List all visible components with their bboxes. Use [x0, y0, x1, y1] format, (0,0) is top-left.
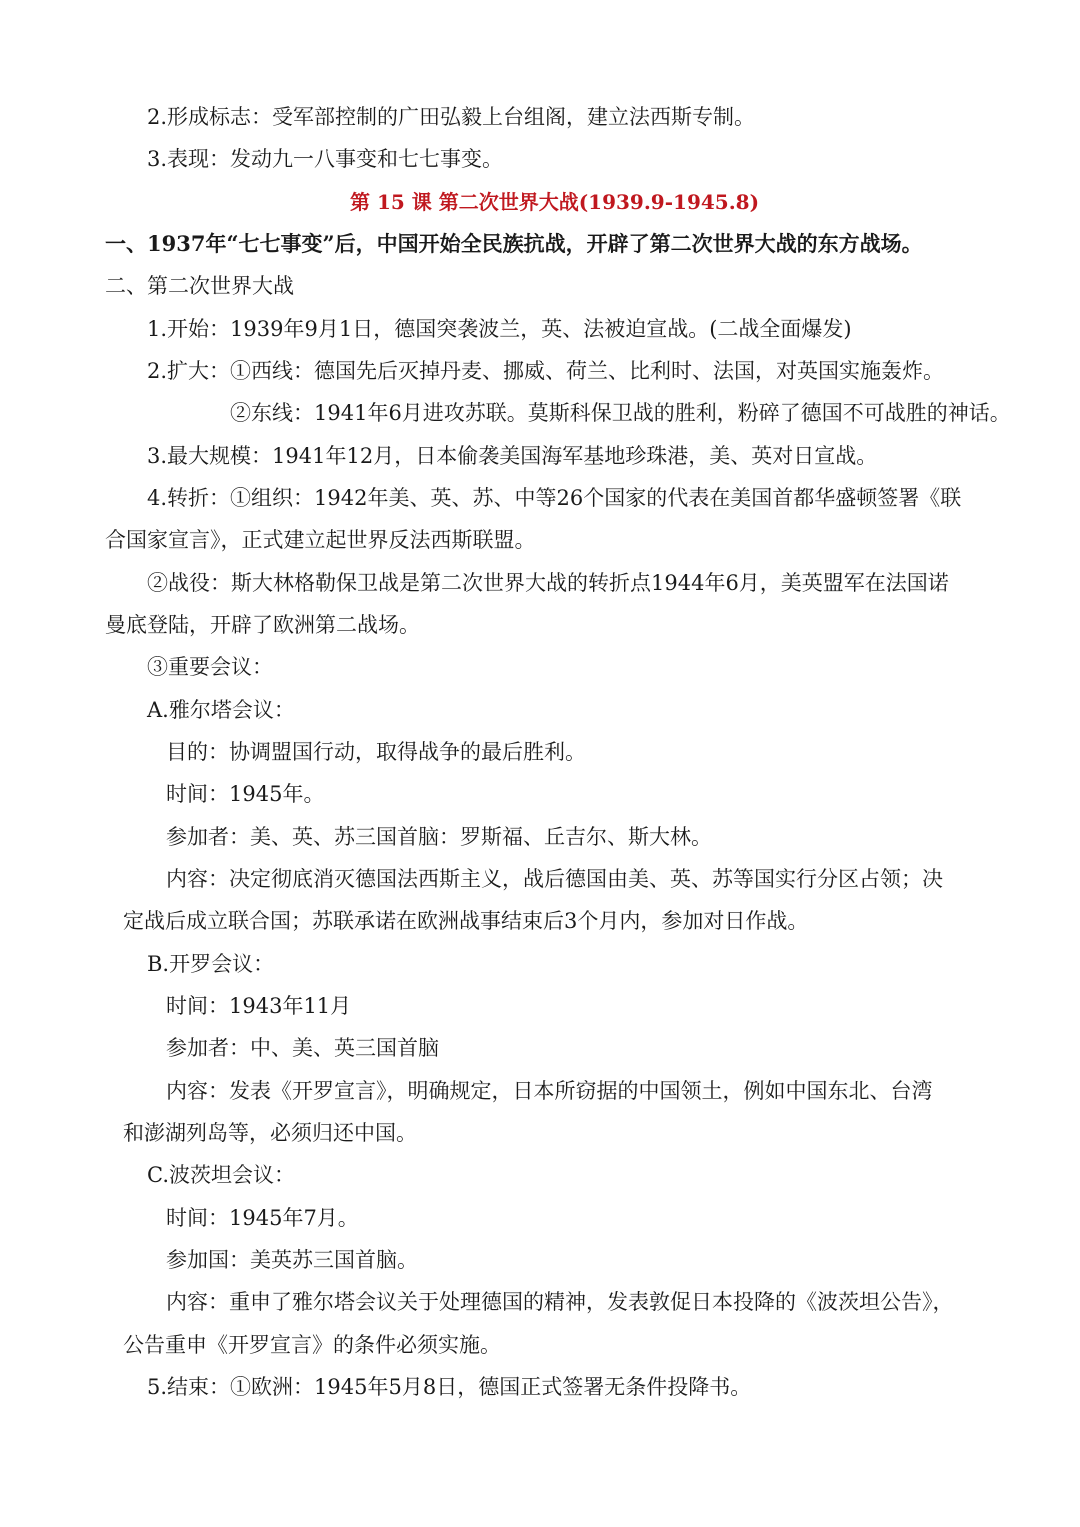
- text-line: ③重要会议：: [147, 655, 273, 679]
- text-line: 2.形成标志：受军部控制的广田弘毅上台组阁，建立法西斯专制。: [147, 105, 756, 129]
- text-line: 和澎湖列岛等，必须归还中国。: [123, 1121, 417, 1145]
- text-line: 参加国：美英苏三国首脑。: [166, 1248, 418, 1272]
- text-line: 4.转折：①组织：1942年美、英、苏、中等26个国家的代表在美国首都华盛顿签署《联: [147, 486, 962, 510]
- text-line: 内容：发表《开罗宣言》，明确规定，日本所窃据的中国领土，例如中国东北、台湾: [166, 1079, 933, 1103]
- text-line: 2.扩大：①西线：德国先后灭掉丹麦、挪威、荷兰、比利时、法国，对英国实施轰炸。: [147, 359, 945, 383]
- text-line: 公告重申《开罗宣言》的条件必须实施。: [123, 1333, 501, 1357]
- text-line: 定战后成立联合国；苏联承诺在欧洲战事结束后3个月内，参加对日作战。: [123, 909, 809, 933]
- text-line: 时间：1943年11月: [166, 994, 352, 1018]
- text-line: 3.表现：发动九一八事变和七七事变。: [147, 147, 504, 171]
- text-line: 参加者：中、美、英三国首脑: [166, 1036, 439, 1060]
- text-line: ②东线：1941年6月进攻苏联。莫斯科保卫战的胜利，粉碎了德国不可战胜的神话。: [230, 401, 1011, 425]
- section-heading: 二、第二次世界大战: [105, 274, 294, 298]
- text-line: 时间：1945年7月。: [166, 1206, 359, 1230]
- text-line: 曼底登陆，开辟了欧洲第二战场。: [105, 613, 420, 637]
- subheading: B.开罗会议：: [147, 952, 275, 976]
- text-line: ②战役：斯大林格勒保卫战是第二次世界大战的转折点1944年6月，美英盟军在法国诺: [147, 571, 949, 595]
- text-line: 参加者：美、英、苏三国首脑：罗斯福、丘吉尔、斯大林。: [166, 825, 712, 849]
- text-line: 内容：重申了雅尔塔会议关于处理德国的精神，发表敦促日本投降的《波茨坦公告》，: [166, 1290, 954, 1314]
- text-line: 时间：1945年。: [166, 782, 325, 806]
- text-line: 1.开始：1939年9月1日，德国突袭波兰，英、法被迫宣战。(二战全面爆发): [147, 317, 852, 341]
- text-line: 合国家宣言》，正式建立起世界反法西斯联盟。: [105, 528, 536, 552]
- subheading: A.雅尔塔会议：: [147, 698, 295, 722]
- text-line: 5.结束：①欧洲：1945年5月8日，德国正式签署无条件投降书。: [147, 1375, 752, 1399]
- text-line: 3.最大规模：1941年12月，日本偷袭美国海军基地珍珠港，美、英对日宣战。: [147, 444, 878, 468]
- text-line: 内容：决定彻底消灭德国法西斯主义，战后德国由美、英、苏等国实行分区占领；决: [166, 867, 943, 891]
- text-line: 目的：协调盟国行动，取得战争的最后胜利。: [166, 740, 586, 764]
- lesson-title: 第 15 课 第二次世界大战(1939.9-1945.8): [350, 190, 760, 214]
- section-heading: 一、1937年“七七事变”后，中国开始全民族抗战，开辟了第二次世界大战的东方战场。: [105, 231, 923, 256]
- subheading: C.波茨坦会议：: [147, 1163, 295, 1187]
